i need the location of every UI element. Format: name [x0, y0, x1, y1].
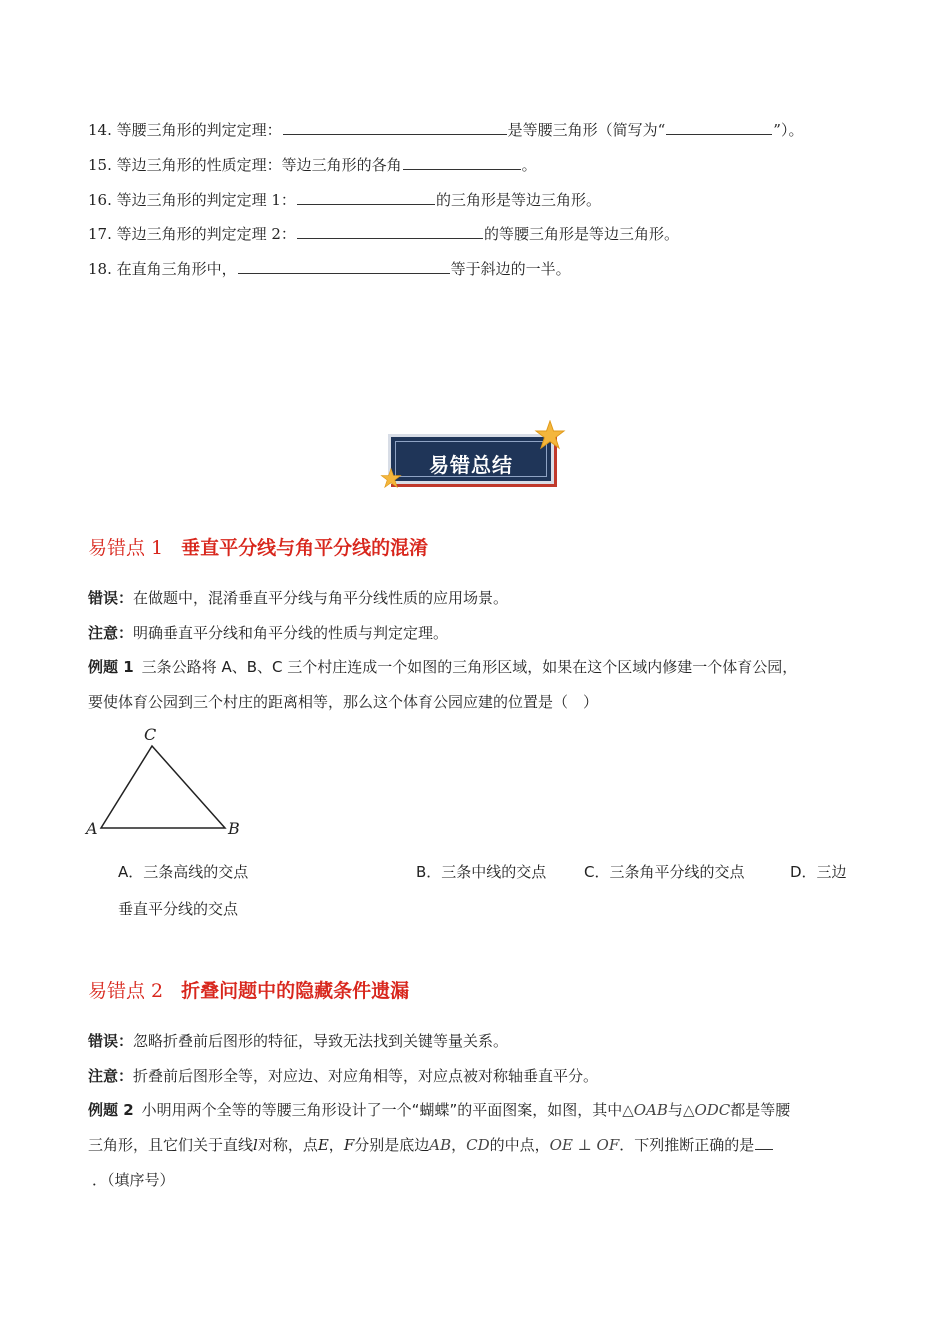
perpendicular-relation: OE ⊥ OF [549, 1136, 620, 1154]
comma: ， [451, 1136, 467, 1154]
definition-17-suffix: 的等腰三角形是等边三角形。 [483, 225, 679, 243]
vertex-c-label: C [144, 725, 157, 744]
mistake-point-2-heading [88, 978, 409, 1004]
example-label: 例题 1 [88, 658, 134, 676]
answer-blank[interactable] [403, 155, 521, 170]
example-2-line-2 [88, 1135, 774, 1155]
mistake-point-number: 易错点 1 [88, 537, 164, 559]
note-line [88, 623, 448, 643]
example-text: 的中点， [489, 1136, 550, 1154]
definition-17-prefix: 17. 等边三角形的判定定理 2： [88, 225, 296, 243]
line-l: l [253, 1136, 258, 1154]
definition-16-prefix: 16. 等边三角形的判定定理 1： [88, 191, 296, 209]
star-icon [534, 420, 566, 452]
definition-14-suffix: ”）。 [773, 121, 804, 139]
answer-blank[interactable] [297, 190, 435, 205]
mistake-point-1-heading [88, 535, 428, 561]
example-text: 都是等腰 [730, 1101, 791, 1119]
answer-blank[interactable] [283, 120, 507, 135]
example-text: 三条公路将 A、B、C 三个村庄连成一个如图的三角形区域，如果在这个区域内修建一个体育公园， [141, 658, 798, 676]
definition-18-prefix: 18. 在直角三角形中， [88, 260, 237, 278]
note-text: 折叠前后图形全等，对应边、对应角相等，对应点被对称轴垂直平分。 [133, 1067, 599, 1085]
vertex-a-label: A [86, 819, 98, 838]
star-icon [380, 468, 402, 490]
answer-blank[interactable] [755, 1137, 773, 1150]
answer-blank[interactable] [297, 224, 483, 239]
example-text: 小明用两个全等的等腰三角形设计了一个“蝴蝶”的平面图案，如图，其中 [141, 1101, 623, 1119]
example-1-line-1 [88, 657, 797, 677]
example-text: 要使体育公园到三个村庄的距离相等，那么这个体育公园应建的位置是（ ） [88, 693, 599, 711]
triangle-figure [82, 722, 252, 842]
example-text: 分别是底边 [354, 1136, 430, 1154]
definition-14-middle: 是等腰三角形（简写为“ [507, 121, 666, 139]
error-line [88, 1031, 508, 1051]
vertex-b-label: B [228, 819, 240, 838]
definition-17 [88, 224, 679, 244]
example-label: 例题 2 [88, 1101, 134, 1119]
definition-14 [88, 120, 803, 140]
error-label: 错误： [88, 589, 134, 607]
triangle-odc: △ODC [682, 1101, 731, 1119]
definition-15-prefix: 15. 等边三角形的性质定理：等边三角形的各角 [88, 156, 402, 174]
triangle-shape [101, 746, 225, 828]
example-2-line-3 [92, 1170, 175, 1190]
definition-15 [88, 155, 537, 175]
segment-cd: CD [466, 1136, 490, 1154]
mistake-point-title: 折叠问题中的隐藏条件遗漏 [181, 980, 410, 1002]
error-label: 错误： [88, 1032, 134, 1050]
example-2-line-1 [88, 1100, 790, 1120]
mistake-point-number: 易错点 2 [88, 980, 164, 1002]
note-line [88, 1066, 598, 1086]
section-banner [388, 428, 558, 488]
option-d[interactable]: D．三边 [790, 863, 847, 881]
error-text: 在做题中，混淆垂直平分线与角平分线性质的应用场景。 [133, 589, 509, 607]
definition-14-prefix: 14. 等腰三角形的判定定理： [88, 121, 282, 139]
note-text: 明确垂直平分线和角平分线的性质与判定定理。 [133, 624, 449, 642]
option-c[interactable]: C．三条角平分线的交点 [584, 863, 745, 881]
example-1-line-2 [88, 692, 598, 712]
note-label: 注意： [88, 624, 134, 642]
mistake-point-title: 垂直平分线与角平分线的混淆 [181, 537, 429, 559]
example-text: 对称，点 [257, 1136, 318, 1154]
segment-ab: AB [429, 1136, 452, 1154]
option-b[interactable]: B．三条中线的交点 [416, 863, 547, 881]
comma: ， [328, 1136, 344, 1154]
error-text: 忽略折叠前后图形的特征，导致无法找到关键等量关系。 [133, 1032, 509, 1050]
example-text: ．下列推断正确的是 [619, 1136, 755, 1154]
example-text: ．（填序号） [92, 1171, 175, 1189]
answer-blank[interactable] [238, 259, 450, 274]
definition-15-suffix: 。 [521, 156, 537, 174]
definition-18 [88, 259, 571, 279]
error-line [88, 588, 508, 608]
point-e: E [317, 1136, 329, 1154]
definition-16-suffix: 的三角形是等边三角形。 [435, 191, 601, 209]
option-a[interactable]: A．三条高线的交点 [118, 863, 249, 881]
point-f: F [343, 1136, 355, 1154]
triangle-oab: △OAB [622, 1101, 668, 1119]
option-d-continued: 垂直平分线的交点 [118, 900, 239, 918]
definition-18-suffix: 等于斜边的一半。 [450, 260, 571, 278]
banner-box [388, 434, 554, 484]
banner-title: 易错总结 [429, 453, 513, 477]
answer-blank[interactable] [666, 120, 772, 135]
note-label: 注意： [88, 1067, 134, 1085]
example-text: 三角形，且它们关于直线 [88, 1136, 254, 1154]
example-text: 与 [667, 1101, 683, 1119]
definition-16 [88, 190, 601, 210]
